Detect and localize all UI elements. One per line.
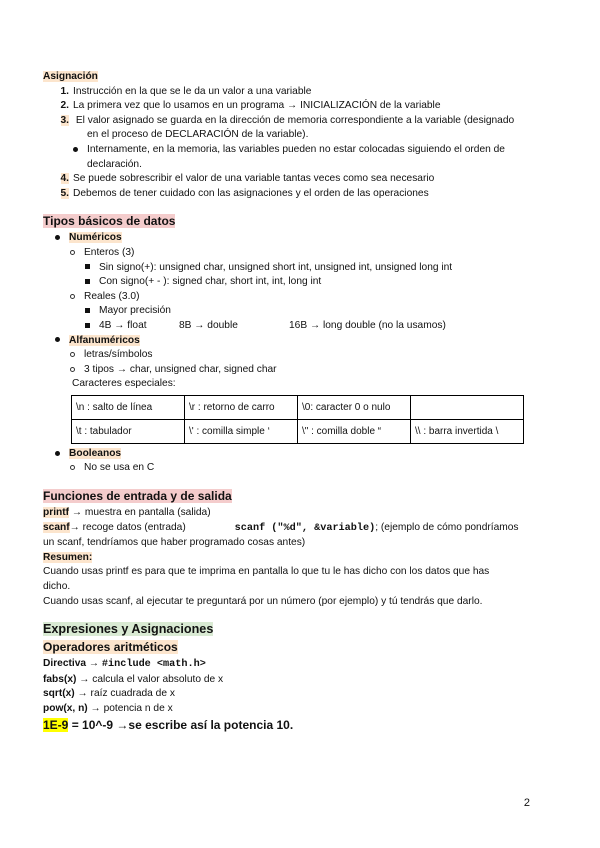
list-item: 5. Debemos de tener cuidado con las asignaciones y el orden de las operaciones — [60, 187, 429, 199]
fabs-line: fabs(x) → calcula el valor absoluto de x — [43, 673, 224, 685]
table-cell: \" : comilla doble “ — [298, 419, 411, 443]
table-row — [72, 419, 524, 443]
sqrt-line: sqrt(x) → raíz cuadrada de x — [43, 688, 175, 700]
resumen-text: dicho. — [43, 581, 71, 593]
section-title-funciones: Funciones de entrada y de salida — [43, 489, 232, 504]
square-bullet-icon — [85, 323, 90, 328]
circle-bullet-icon — [70, 352, 75, 357]
table-cell — [411, 395, 524, 419]
sub-sub-item: Con signo(+ - ): signed char, short int, int, long int — [43, 275, 563, 290]
special-chars-table — [71, 395, 524, 444]
table-cell: \0: caracter 0 o nulo — [298, 395, 411, 419]
table-cell: \r : retorno de carro — [185, 395, 298, 419]
exponent-note: 1E-9 = 10^-9 →se escribe así la potencia 10. — [43, 717, 294, 732]
sub-item: Reales (3.0) — [43, 290, 563, 305]
sub-item: letras/símbolos — [43, 348, 563, 363]
circle-bullet-icon — [70, 367, 75, 372]
circle-bullet-icon — [70, 465, 75, 470]
directiva-line: Directiva → #include <math.h> — [43, 658, 206, 671]
bullet-alfanumericos: Alfanuméricos — [43, 334, 563, 349]
sub-sub-item: Sin signo(+): unsigned char, unsigned short int, unsigned int, unsigned long int — [43, 261, 563, 276]
scanf-continuation: un scanf, tendríamos que haber programado cosas antes) — [43, 537, 306, 549]
printf-line: printf → muestra en pantalla (salida) — [43, 507, 211, 519]
table-cell: \\ : barra invertida \ — [411, 419, 524, 443]
sub-bullet: Internamente, en la memoria, las variables pueden no estar colocadas siguiendo el orden de — [43, 143, 563, 158]
sub-item: Enteros (3) — [43, 246, 563, 261]
bullet-icon — [73, 147, 78, 152]
table-cell: \t : tabulador — [72, 419, 185, 443]
bullet-numericos: Numéricos — [43, 231, 563, 246]
list-item: 1. Instrucción en la que se le da un valor a una variable — [60, 85, 312, 97]
sub-sub-item: 4B → float 8B → double 16B → long double (no la usamos) — [43, 319, 563, 334]
table-row — [72, 395, 524, 419]
resumen-text: Cuando usas scanf, al ejecutar te preguntará por un número (por ejemplo) y tú tendrás que darlo. — [43, 595, 483, 607]
sub-sub-item: Mayor precisión — [43, 304, 563, 319]
sub-bullet-continuation: declaración. — [87, 158, 142, 170]
list-item: 2. La primera vez que lo usamos en un programa → INICIALIZACIÓN de la variable — [60, 100, 441, 112]
bullet-icon — [55, 235, 60, 240]
scanf-line: scanf→ recoge datos (entrada) scanf ("%d", &variable); (ejemplo de cómo pondríamos — [43, 521, 519, 534]
page-number: 2 — [523, 797, 530, 809]
pow-line: pow(x, n) → potencia n de x — [43, 703, 173, 714]
bullet-icon — [55, 451, 60, 456]
square-bullet-icon — [85, 308, 90, 313]
list-item-continuation: en el proceso de DECLARACIÓN de la variable). — [87, 129, 309, 141]
list-item: 3. El valor asignado se guarda en la dirección de memoria correspondiente a la variable (designado — [60, 114, 515, 126]
sub-item: No se usa en C — [43, 461, 563, 476]
circle-bullet-icon — [70, 250, 75, 255]
resumen-label: Resumen: — [43, 551, 93, 563]
sub-item: 3 tipos → char, unsigned char, signed char — [43, 363, 563, 378]
table-cell: \n : salto de línea — [72, 395, 185, 419]
square-bullet-icon — [85, 264, 90, 269]
caracteres-especiales-label: Caracteres especiales: — [72, 378, 176, 390]
bullet-icon — [55, 337, 60, 342]
section-title-tipos: Tipos básicos de datos — [43, 214, 176, 229]
bullet-booleanos: Booleanos — [43, 447, 563, 462]
circle-bullet-icon — [70, 294, 75, 299]
section-title-expresiones: Expresiones y Asignaciones — [43, 622, 214, 637]
subsection-title-operadores: Operadores aritméticos — [43, 640, 178, 655]
resumen-text: Cuando usas printf es para que te imprima en pantalla lo que tu le has dicho con los datos que has — [43, 566, 490, 578]
square-bullet-icon — [85, 279, 90, 284]
table-cell: \' : comilla simple ‘ — [185, 419, 298, 443]
list-item: 4. Se puede sobrescribir el valor de una variable tantas veces como sea necesario — [60, 173, 435, 185]
section-title-asignacion: Asignación — [43, 71, 98, 82]
document-page — [43, 70, 563, 733]
